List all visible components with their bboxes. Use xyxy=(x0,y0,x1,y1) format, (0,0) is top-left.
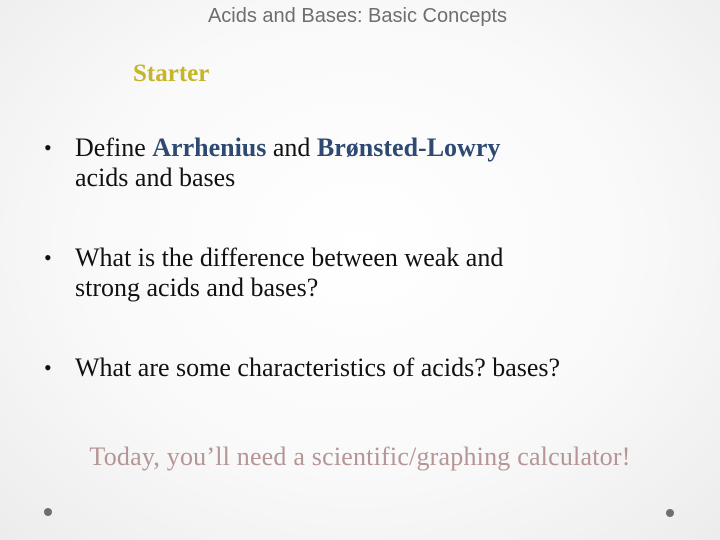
bullet-item-define xyxy=(44,133,704,193)
bullet-icon: • xyxy=(44,135,52,160)
bullet-text-line1: What is the difference between weak and xyxy=(75,243,504,272)
bullet-icon: • xyxy=(44,355,52,380)
term-arrhenius: Arrhenius xyxy=(152,133,267,162)
bullet-item-characteristics xyxy=(44,353,704,383)
slide-header-title: Acids and Bases: Basic Concepts xyxy=(207,5,508,27)
term-bronsted-lowry: Brønsted-Lowry xyxy=(316,133,501,162)
bullet-text-line2: strong acids and bases? xyxy=(75,273,319,302)
corner-dot-right-icon xyxy=(666,509,674,517)
corner-dot-left-icon xyxy=(44,508,52,516)
calculator-note: Today, you’ll need a scientific/graphing calculator! xyxy=(89,442,631,471)
bullet-item-difference xyxy=(44,243,704,303)
bullet-icon: • xyxy=(44,245,52,270)
bullet-list xyxy=(44,133,704,383)
bullet-text-prefix: Define xyxy=(75,133,153,162)
starter-heading: Starter xyxy=(133,60,210,87)
bullet-text-line1: What are some characteristics of acids? bases? xyxy=(75,353,561,382)
bullet-text-line2: acids and bases xyxy=(75,163,236,192)
bullet-text-middle: and xyxy=(266,133,317,162)
